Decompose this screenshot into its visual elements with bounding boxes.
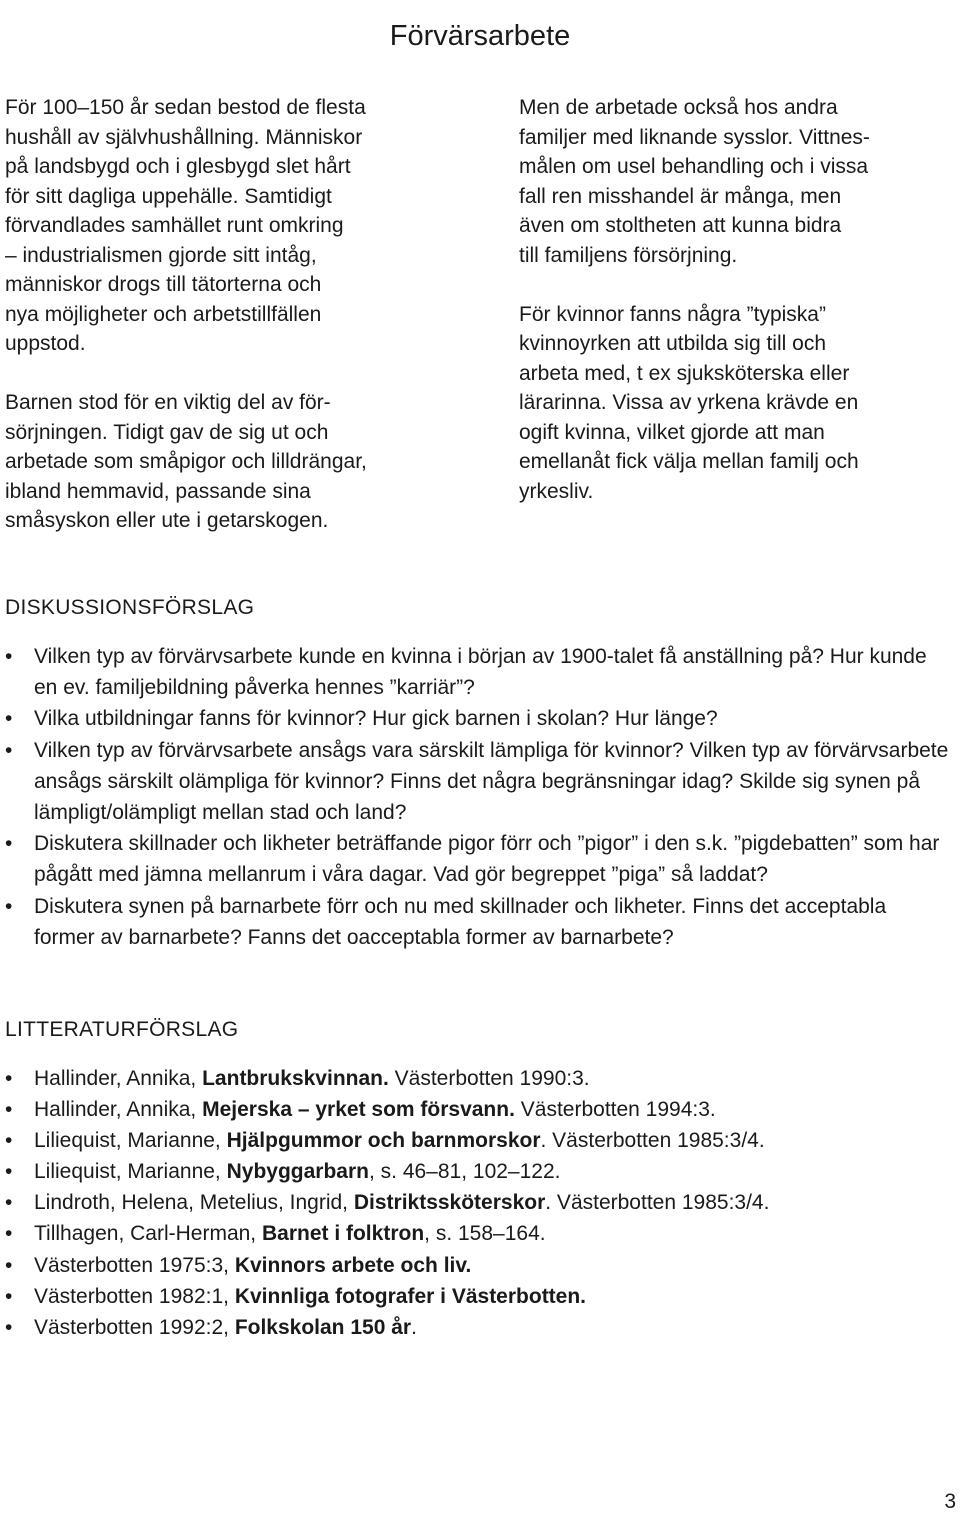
discussion-section: [5, 594, 950, 953]
bullet-icon: •: [5, 1067, 13, 1090]
literature-item: [5, 1312, 950, 1343]
bullet-icon: •: [5, 1315, 13, 1339]
discussion-heading: DISKUSSIONSFÖRSLAG: [5, 596, 255, 619]
bullet-icon: •: [5, 1129, 13, 1153]
bullet-icon: •: [5, 1098, 13, 1122]
bullet-icon: •: [5, 1222, 13, 1246]
discussion-item-text: Vilken typ av förvärvsarbete ansågs vara särskilt lämpliga för kvinnor? Vilken typ av förvärvsarbete ansågs särskilt olämpliga för kvinnor? Finns det några begränsningar idag? Skilde sig synen på lämpligt/olämpligt mellan stad och land?: [34, 738, 949, 825]
literature-item: [5, 1218, 950, 1249]
literature-source: Västerbotten 1990:3.: [388, 1067, 590, 1090]
bullet-icon: •: [5, 645, 13, 668]
discussion-item-text: Diskutera synen på barnarbete förr och nu med skillnader och likheter. Finns det acceptabla former av barnarbete? Fanns det oacceptabla former av barnarbete?: [34, 894, 887, 949]
discussion-list: [5, 641, 950, 953]
left-paragraph-2: Barnen stod för en viktig del av för- sörjningen. Tidigt gav de sig ut och arbetade som småpigor och lilldrängar, ibland hemmavid, passande sina småsyskon eller ute i getarskogen.: [5, 391, 367, 532]
literature-title: Nybyggarbarn: [226, 1160, 369, 1184]
literature-title: Lantbrukskvinnan.: [202, 1067, 389, 1090]
literature-title: Hjälpgummor och barnmorskor: [226, 1129, 541, 1153]
bullet-icon: •: [5, 707, 13, 731]
literature-title: Kvinnliga fotografer i Västerbotten.: [234, 1284, 587, 1308]
discussion-item-text: Vilka utbildningar fanns för kvinnor? Hur gick barnen i skolan? Hur länge?: [34, 707, 718, 731]
literature-item: [5, 1094, 950, 1125]
discussion-item-text: Diskutera skillnader och likheter beträffande pigor förr och ”pigor” i den s.k. ”pigdebatten” som har pågått med jämna mellanrum i våra dagar. Vad gör begreppet ”piga” så laddat?: [34, 832, 940, 887]
bullet-icon: •: [5, 1253, 13, 1277]
literature-item: [5, 1187, 950, 1218]
left-paragraph-1: För 100–150 år sedan bestod de flesta hushåll av självhushållning. Människor på landsbygd och i glesbygd slet hårt för sitt dagliga uppehälle. Samtidigt förvandlades samhället runt omkring – industrialismen gjorde sitt intåg, människor drogs till tätorterna och nya möjligheter och arbetstillfällen uppstod.: [5, 96, 366, 355]
literature-title: Distriktssköterskor: [353, 1191, 546, 1215]
literature-title: Barnet i folktron: [261, 1222, 425, 1246]
literature-source: . Västerbotten 1985:3/4.: [540, 1129, 765, 1153]
page-title: Förvärsarbete: [389, 20, 571, 53]
literature-item: [5, 1250, 950, 1281]
literature-source: Västerbotten 1994:3.: [514, 1098, 716, 1122]
literature-author: Liliequist, Marianne,: [34, 1129, 227, 1153]
bullet-icon: •: [5, 1284, 13, 1308]
literature-item: [5, 1156, 950, 1187]
discussion-item: [5, 641, 950, 703]
literature-list: [5, 1063, 950, 1343]
page-number: 3: [944, 1490, 956, 1513]
literature-author: Västerbotten 1992:2,: [34, 1315, 235, 1339]
literature-author: Västerbotten 1982:1,: [34, 1284, 235, 1308]
right-paragraph-1: Men de arbetade också hos andra familjer med liknande sysslor. Vittnes- målen om usel behandling och i vissa fall ren misshandel är många, men även om stoltheten att kunna bidra till familjens försörjning.: [519, 96, 870, 267]
literature-item: [5, 1125, 950, 1156]
bullet-icon: •: [5, 1191, 13, 1215]
literature-author: Liliequist, Marianne,: [34, 1160, 227, 1184]
literature-author: Västerbotten 1975:3,: [34, 1253, 235, 1277]
literature-title: Mejerska – yrket som försvann.: [202, 1098, 515, 1122]
discussion-item: [5, 735, 950, 829]
literature-author: Lindroth, Helena, Metelius, Ingrid,: [34, 1191, 354, 1215]
literature-title: Folkskolan 150 år: [234, 1315, 412, 1339]
bullet-icon: •: [5, 738, 13, 762]
discussion-item: [5, 828, 950, 890]
literature-title: Kvinnors arbete och liv.: [234, 1253, 472, 1277]
discussion-item-text: Vilken typ av förvärvsarbete kunde en kvinna i början av 1900-talet få anställning på? Hur kunde en ev. familjebildning påverka hennes ”karriär”?: [34, 645, 927, 700]
literature-author: Hallinder, Annika,: [34, 1098, 203, 1122]
literature-section: [5, 1016, 950, 1343]
literature-author: Tillhagen, Carl-Herman,: [34, 1222, 262, 1246]
bullet-icon: •: [5, 832, 13, 856]
right-paragraph-2: För kvinnor fanns några ”typiska” kvinnoyrken att utbilda sig till och arbeta med, t ex sjuksköterska eller lärarinna. Vissa av yrkena krävde en ogift kvinna, vilket gjorde att man emellanåt fick välja mellan familj och yrkesliv.: [519, 302, 859, 503]
left-column: [5, 93, 460, 565]
bullet-icon: •: [5, 1160, 13, 1184]
literature-item: [5, 1281, 950, 1312]
literature-source: , s. 46–81, 102–122.: [368, 1160, 561, 1184]
bullet-icon: •: [5, 894, 13, 918]
literature-source: . Västerbotten 1985:3/4.: [545, 1191, 770, 1215]
discussion-item: [5, 891, 950, 953]
literature-heading: LITTERATURFÖRSLAG: [5, 1018, 239, 1041]
literature-item: [5, 1063, 950, 1094]
literature-author: Hallinder, Annika,: [34, 1067, 203, 1090]
discussion-item: [5, 703, 950, 734]
literature-source: .: [411, 1315, 417, 1339]
right-column: [519, 93, 959, 536]
literature-source: , s. 158–164.: [424, 1222, 546, 1246]
